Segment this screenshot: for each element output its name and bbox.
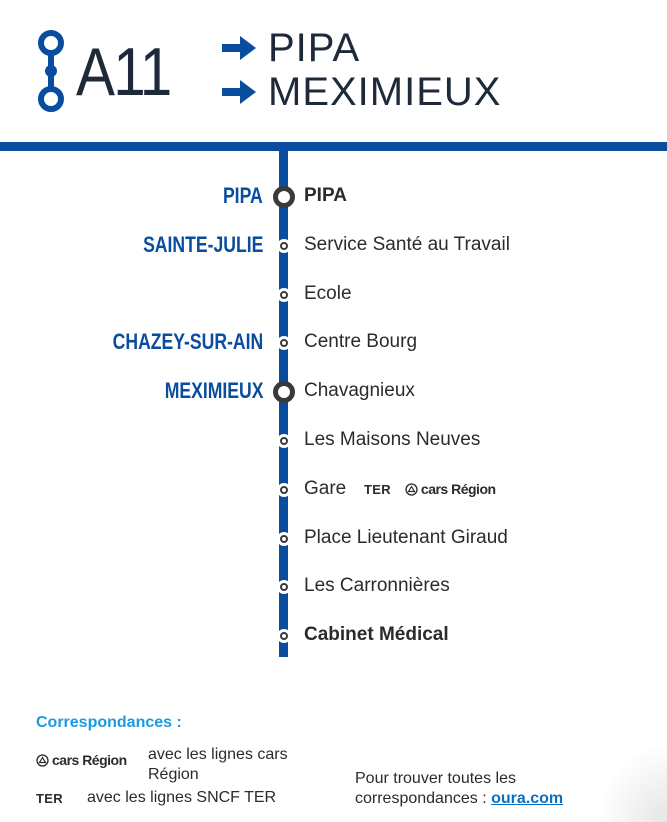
stop-name: PIPA [304, 185, 347, 206]
line-header [0, 0, 667, 142]
stop-name: Ecole [304, 283, 352, 304]
ter-badge: TER [364, 481, 391, 497]
cars-region-logo [36, 752, 127, 768]
stop-name: Gare [304, 478, 347, 499]
major-stop-marker-icon [273, 186, 295, 208]
cars-region-legend-text: avec les lignes cars Région [148, 746, 288, 783]
stop-name: Cabinet Médical [304, 624, 449, 645]
stop-marker-icon [277, 239, 291, 253]
stop-marker-icon [277, 336, 291, 350]
stop-name: Chavagnieux [304, 380, 415, 401]
cars-region-badge [405, 481, 496, 497]
cars-region-label: cars Région [52, 752, 127, 768]
stop-name: Les Carronnières [304, 575, 450, 596]
destination-2 [222, 72, 501, 112]
ter-legend-text: avec les lignes SNCF TER [87, 789, 277, 806]
connections-title: Correspondances : [36, 714, 182, 731]
bus-line-logo-icon [37, 30, 65, 112]
stop-name: Les Maisons Neuves [304, 429, 481, 450]
find-connections-label: Pour trouver toutes les correspondances : [355, 770, 516, 807]
stop-marker-icon [277, 288, 291, 302]
destination-name: PIPA [268, 26, 361, 70]
stop-marker-icon [277, 629, 291, 643]
stop-marker-icon [277, 483, 291, 497]
oura-link[interactable]: oura.com [491, 790, 564, 807]
stop-marker-icon [277, 434, 291, 448]
line-code: A11 [76, 34, 171, 110]
arrow-right-icon [222, 34, 258, 62]
find-connections-text [355, 769, 605, 809]
destination-name: MEXIMIEUX [268, 70, 502, 114]
stop-name: Place Lieutenant Giraud [304, 527, 508, 548]
stop-services [364, 481, 496, 497]
header-divider [0, 142, 667, 151]
arrow-right-icon [222, 78, 258, 106]
page-corner-shadow [597, 742, 667, 822]
town-label: CHAZEY-SUR-AIN [112, 329, 263, 354]
cars-region-badge-label: cars Région [420, 481, 496, 497]
stop-name: Service Santé au Travail [304, 234, 510, 255]
cars-region-icon [405, 483, 418, 496]
town-label: MEXIMIEUX [164, 378, 263, 403]
major-stop-marker-icon [273, 381, 295, 403]
destination-1 [222, 28, 360, 68]
cars-region-icon [36, 754, 49, 767]
town-label: PIPA [223, 183, 263, 208]
stop-marker-icon [277, 532, 291, 546]
stop-name: Centre Bourg [304, 331, 418, 352]
stop-marker-icon [277, 580, 291, 594]
ter-logo: TER [36, 791, 63, 806]
town-label: SAINTE-JULIE [142, 232, 263, 257]
